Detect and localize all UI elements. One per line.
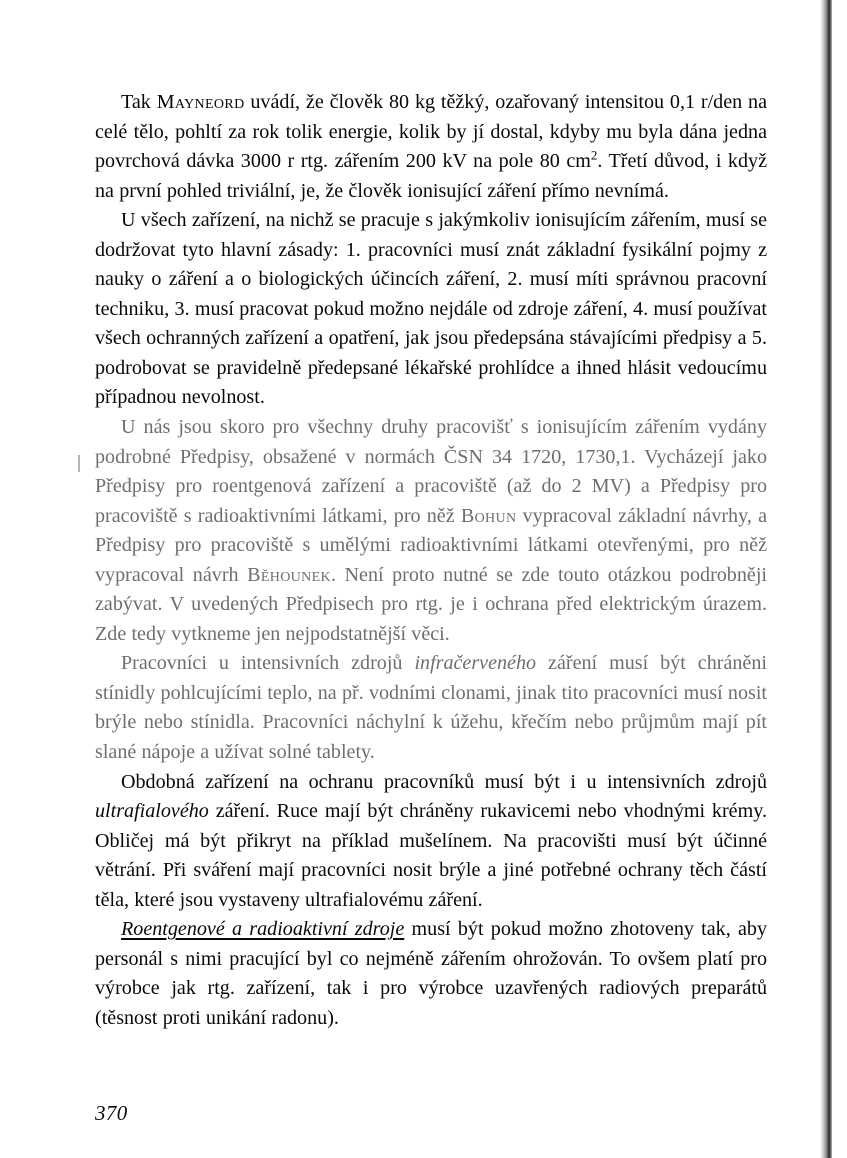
paragraph: [95, 413, 767, 649]
paragraph: [95, 206, 767, 413]
page-text-body: [95, 88, 767, 1034]
text-run-normal: U všech zařízení, na nichž se pracuje s jakýmkoliv ionisujícím zářením, musí se dodržovat tyto hlavní zásady: 1. pracovníci musí znát základní fysikální pojmy z nauky o záření a o biologických účincích záření, 2. musí míti správnou pracovní techniku, 3. musí pracovat pokud možno nejdále od zdroje záření, 4. musí používat všech ochranných zařízení a opatření, jak jsou předepsána stávajícími předpisy a 5. podrobovat se pravidelně předepsané lékařské prohlídce a ihned hlásit vedoucímu případnou nevolnost.: [95, 209, 767, 409]
text-run-superscript: 2: [590, 148, 598, 163]
text-run-small-caps: Bohun: [460, 504, 517, 527]
margin-pencil-mark: [78, 455, 80, 472]
text-run-normal: Pracovníci u intensivních zdrojů: [121, 652, 415, 675]
text-run-normal: . Není proto nutné se zde touto otázkou podrobněji zabývat. V uvedených Předpisech pro rtg. je i ochrana před elektrickým úrazem. Zde tedy vytkneme jen nejpodstatnější věci.: [95, 563, 767, 645]
text-run-normal: uvádí, že člověk 80 kg těžký, ozařovaný intensitou 0,1 r/den na celé tělo, pohltí za rok tolik energie, kolik by jí dostal, kdyby mu byla dána jedna povrchová dávka 3000 r rtg. zářením 200 kV na pole 80 cm: [95, 91, 768, 173]
text-run-normal: záření. Ruce mají být chráněny rukavicemi nebo vhodnými krémy. Obličej má být přikryt na příklad mušelínem. Na pracovišti musí být účinné větrání. Při sváření mají pracovníci nosit brýle a jiné potřebné ochrany těch částí těla, které jsou vystaveny ultrafialovému záření.: [95, 800, 767, 911]
text-run-normal: Tak: [121, 91, 157, 113]
page-number: 370: [95, 1101, 128, 1125]
text-run-small-caps: Běhounek: [247, 563, 331, 586]
text-run-normal: U nás jsou skoro pro všechny druhy pracovišť s ionisujícím zářením vydány podrobné Předpisy, obsažené v normách ČSN 34 1720, 1730,1. Vycházejí jako Předpisy pro roentgenová zařízení a pracoviště (až do 2 MV) a Předpisy pro pracoviště s radioaktivními látkami, pro něž: [95, 416, 767, 527]
text-run-normal: Obdobná zařízení na ochranu pracovníků musí být i u intensivních zdrojů: [121, 770, 767, 793]
paragraph: [95, 915, 767, 1033]
text-run-normal: vypracoval základní návrhy, a Předpisy pro pracoviště s umělými radioaktivními látkami otevřenými, pro něž vypracoval návrh: [95, 504, 767, 586]
text-run-normal: . Třetí důvod, i když na první pohled triviální, je, že člověk ionisující záření přímo nevnímá.: [95, 150, 767, 202]
text-run-normal: musí být pokud možno zhotoveny tak, aby personál s nimi pracující byl co nejméně zářením ohrožován. To ovšem platí pro výrobce jak rtg. zařízení, tak i pro výrobce uzavřených radiových preparátů (těsnost proti unikání radonu).: [95, 918, 767, 1029]
scan-outer-margin: [832, 0, 847, 1158]
text-run-small-caps: Mayneord: [156, 91, 245, 113]
paragraph: [95, 649, 767, 767]
text-run-normal: záření musí být chráněni stínidly pohlcujícími teplo, na př. vodními clonami, jinak tito pracovníci musí nosit brýle nebo stínidla. Pracovníci náchylní k úžehu, křečím nebo průjmům mají pít slané nápoje a užívat solné tablety.: [95, 652, 767, 764]
text-run-italic-underline: Roentgenové a radioaktivní zdroje: [121, 918, 405, 941]
text-run-italic: infračerveného: [414, 652, 537, 675]
scan-binding-edge: [820, 0, 833, 1158]
paragraph: [95, 88, 767, 206]
paragraph: [95, 768, 767, 916]
text-run-italic: ultrafialového: [95, 800, 209, 823]
